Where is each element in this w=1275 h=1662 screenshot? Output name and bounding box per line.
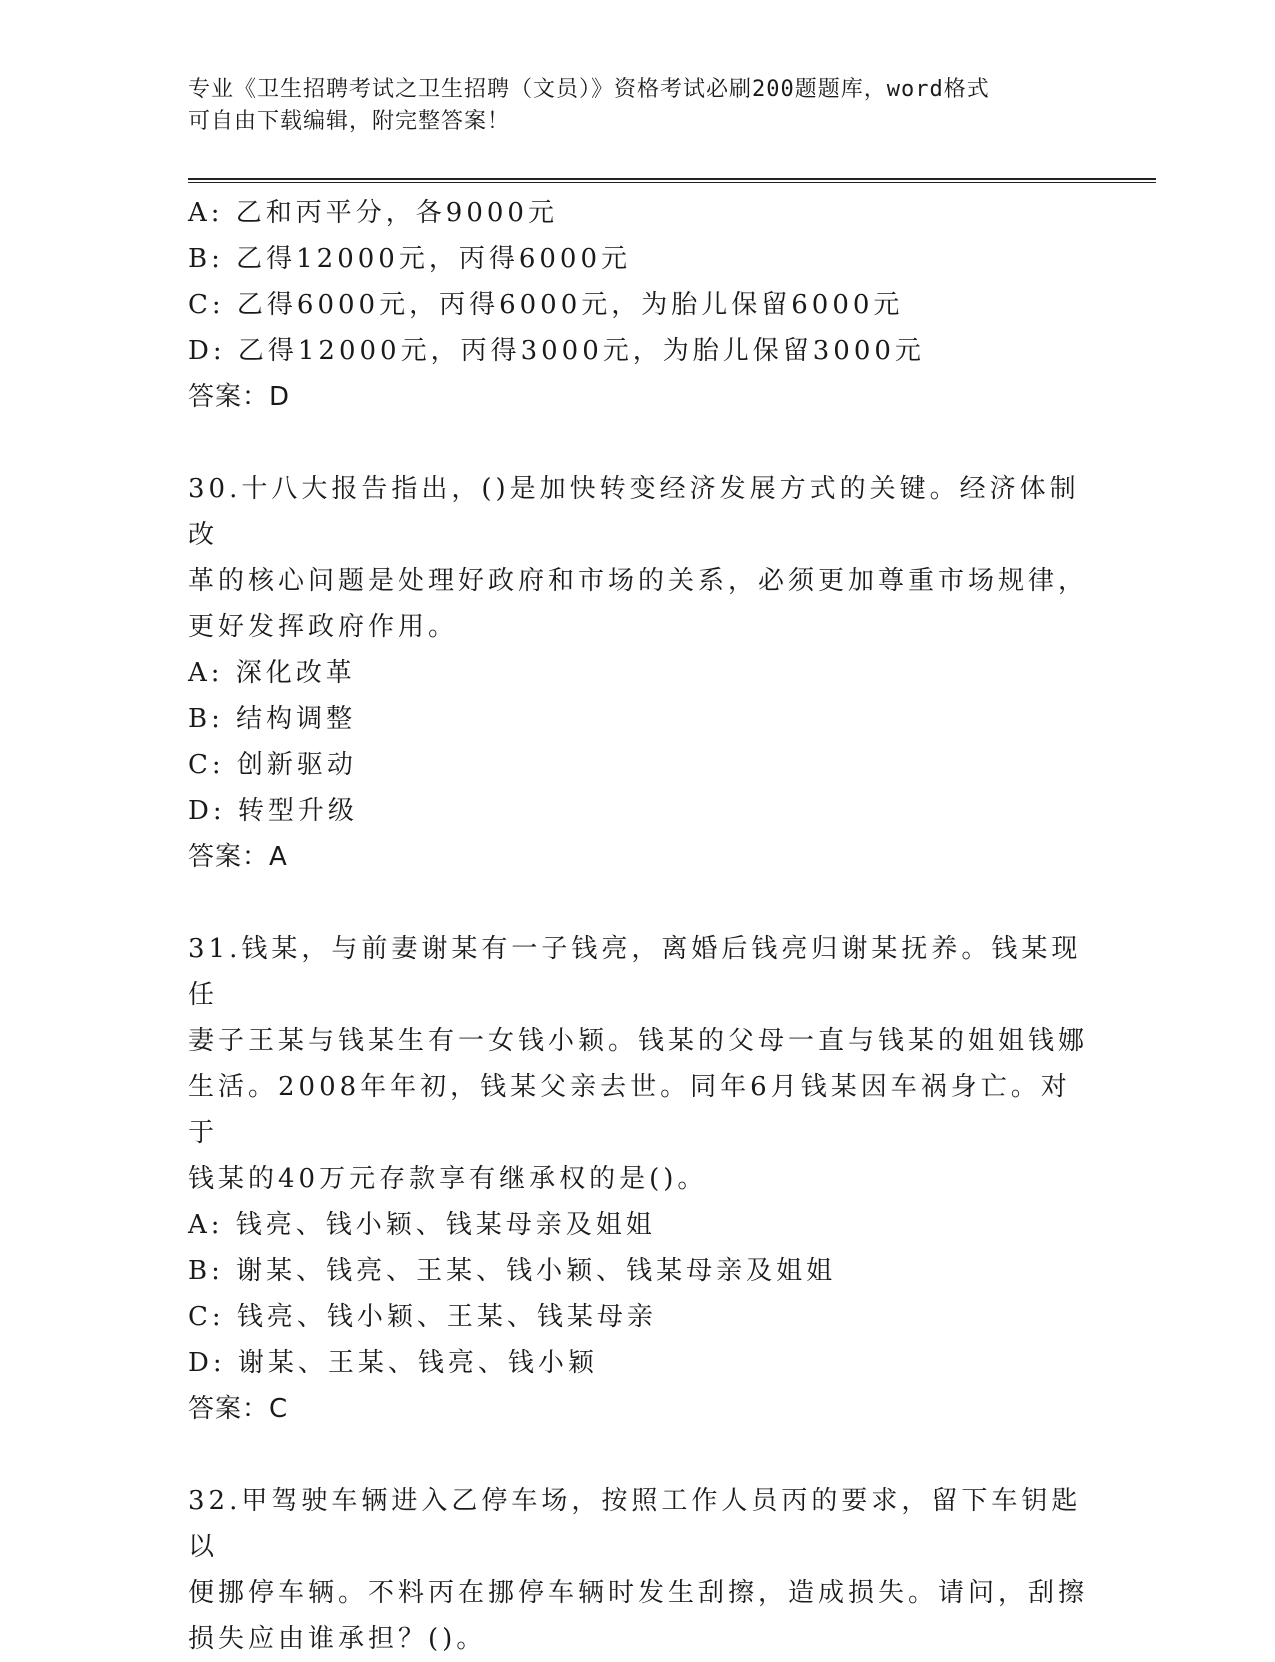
option-c: C: 乙得6000元，丙得6000元，为胎儿保留6000元 [188,290,904,320]
header-line-1: 专业《卫生招聘考试之卫生招聘（文员）》资格考试必刷200题题库，word格式 [188,77,990,102]
option-c: C: 创新驱动 [188,750,357,780]
question-stem-line: 更好发挥政府作用。 [188,612,459,642]
answer: 答案：C [188,1394,289,1424]
question-stem-line: 生活。2008年年初，钱某父亲去世。同年6月钱某因车祸身亡。对于 [188,1072,1071,1148]
option-a: A: 深化改革 [188,658,356,688]
option-a: A: 乙和丙平分，各9000元 [188,198,558,228]
option-c: C: 钱亮、钱小颖、王某、钱某母亲 [188,1302,657,1332]
question-list [188,190,1088,1662]
question-stem-line: 损失应由谁承担？()。 [188,1624,487,1654]
answer: 答案：A [188,842,288,872]
option-b: B: 谢某、钱亮、王某、钱小颖、钱某母亲及姐姐 [188,1256,837,1286]
question-stem-line: 革的核心问题是处理好政府和市场的关系，必须更加尊重市场规律， [188,566,1089,596]
question-stem-line: 钱某的40万元存款享有继承权的是()。 [188,1164,708,1194]
question-stem-line: 32.甲驾驶车辆进入乙停车场，按照工作人员丙的要求，留下车钥匙以 [188,1486,1082,1562]
question-29 [188,190,1088,420]
question-31 [188,926,1088,1432]
header-line-2: 可自由下载编辑，附完整答案！ [188,109,511,134]
question-30 [188,466,1088,880]
option-d: D: 转型升级 [188,796,358,826]
question-stem-line: 31.钱某，与前妻谢某有一子钱亮，离婚后钱亮归谢某抚养。钱某现任 [188,934,1082,1010]
option-d: D: 谢某、王某、钱亮、钱小颖 [188,1348,598,1378]
option-b: B: 乙得12000元，丙得6000元 [188,244,632,274]
question-32 [188,1478,1088,1662]
option-d: D: 乙得12000元，丙得3000元，为胎儿保留3000元 [188,336,925,366]
option-b: B: 结构调整 [188,704,357,734]
header-divider [188,178,1156,183]
question-stem-line: 妻子王某与钱某生有一女钱小颖。钱某的父母一直与钱某的姐姐钱娜 [188,1026,1089,1056]
answer: 答案：D [188,382,291,412]
option-a: A: 钱亮、钱小颖、钱某母亲及姐姐 [188,1210,656,1240]
question-stem-line: 便挪停车辆。不料丙在挪停车辆时发生刮擦，造成损失。请问，刮擦 [188,1578,1089,1608]
document-header [188,74,1068,138]
question-stem-line: 30.十八大报告指出，()是加快转变经济发展方式的关键。经济体制改 [188,474,1080,550]
